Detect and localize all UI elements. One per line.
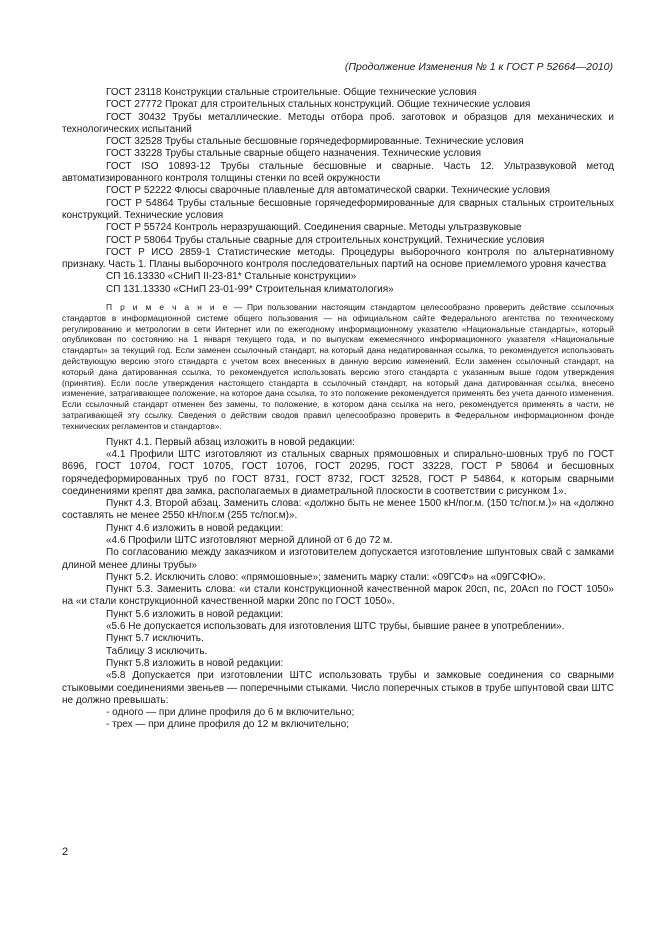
note-label: П р и м е ч а н и е [106,302,229,313]
amendment-paragraph: Таблицу 3 исключить. [106,645,208,657]
list-item: - трех — при длине профиля до 12 м включительно; [106,719,350,731]
amendment-paragraph: Пункт 4.3. Второй абзац. Заменить слова: «должно быть не менее 1500 кН/пог.м. (150 тс/пог.м.)» на «должно составлять не менее 2550 кН/пог.м (255 тс/пог.м)». [62,498,614,522]
reference-item: ГОСТ 33228 Трубы стальные сварные общего назначения. Технические условия [106,148,482,160]
reference-item: ГОСТ 23118 Конструкции стальные строительные. Общие технические условия [106,87,477,98]
amendment-paragraph: «5.6 Не допускается использовать для изготовления ШТС трубы, бывшие ранее в употреблении». [106,621,565,633]
page-number: 2 [62,846,69,858]
reference-item: ГОСТ Р 55724 Контроль неразрушающий. Соединения сварные. Методы ультразвуковые [106,222,522,234]
amendment-paragraph: Пункт 5.2. Исключить слово: «прямошовные»; заменить марку стали: «09ГСФ» на «09ГСФЮ». [106,571,546,583]
amendment-paragraph: «4.1 Профили ШТС изготовляют из стальных сварных прямошовных и спирально-шовных труб по ГОСТ 8696, ГОСТ 10704, ГОСТ 10705, ГОСТ 10706, ГОСТ 20295, ГОСТ 33228, ГОСТ Р 58064 и бесшовных горячедеформированных труб по ГОСТ 8731, ГОСТ 8732, ГОСТ 32528, ГОСТ Р 54864, к которым сварными соединениями крепят два замка, располагаемых в диаметральной плоскости в соответствии с рисунком 1». [62,448,614,497]
reference-item: ГОСТ Р 54864 Трубы стальные бесшовные горячедеформированные для сварных стальных строительных конструкций. Технические условия [62,197,614,221]
reference-item: ГОСТ Р ИСО 2859-1 Статистические методы. Процедуры выборочного контроля по альтернативному признаку. Часть 1. Планы выборочного контроля последовательных партий на основе приемлемого уровня качества [62,246,614,271]
amendment-paragraph: Пункт 5.6 изложить в новой редакции: [106,608,284,620]
note-block [62,302,614,432]
amendment-paragraph: «4.6 Профили ШТС изготовляют мерной длиной от 6 до 72 м. [106,534,393,546]
reference-item: ГОСТ 27772 Прокат для строительных стальных конструкций. Общие технические условия [106,99,531,111]
reference-item: ГОСТ 32528 Трубы стальные бесшовные горячедеформированные. Технические условия [106,136,524,148]
document-body [62,87,614,732]
reference-item: ГОСТ Р 58064 Трубы стальные сварные для строительных конструкций. Технические условия [106,234,545,246]
amendment-paragraph: Пункт 5.8 изложить в новой редакции: [106,657,284,669]
reference-item: ГОСТ ISO 10893-12 Трубы стальные бесшовные и сварные. Часть 12. Ультразвуковой метод автоматизированного контроля толщины стенки по всей окружности [62,160,614,185]
reference-item: СП 131.13330 «СНиП 23-01-99* Строительная климатология» [106,283,394,295]
amendment-paragraph: Пункт 4.1. Первый абзац изложить в новой редакции: [106,436,355,448]
reference-item: ГОСТ Р 52222 Флюсы сварочные плавленые для автоматической сварки. Технические условия [106,185,551,197]
reference-item: СП 16.13330 «СНиП II-23-81* Стальные конструкции» [106,271,357,283]
note-text: — При пользовании настоящим стандартом целесообразно проверить действие ссылочных стандартов в информационной системе общего пользования — на официальном сайте Федерального агентства по техническому регулированию и метрологии в сети Интернет или по ежегодному информационному указателю «Национальные стандарты», который опубликован по состоянию на 1 января текущего года, и по выпускам ежемесячного информационного указателя «Национальные стандарты» за текущий год. Если заменен ссылочный стандарт, на который дана недатированная ссылка, то рекомендуется использовать действующую версию этого стандарта с учетом всех внесенных в данную версию изменений. Если заменен ссылочный стандарт, на который дана датированная ссылка, то рекомендуется использовать версию этого стандарта с указанным выше годом утверждения (принятия). Если после утверждения настоящего стандарта в ссылочный стандарт, на который дана датированная ссылка, внесено изменение, затрагивающее положение, на которое дана ссылка, то это положение рекомендуется применять без учета данного изменения. Если ссылочный стандарт отменен без замены, то положение, в котором дана ссылка на него, рекомендуется применять в части, не затрагивающей эту ссылку. Сведения о действии сводов правил целесообразно проверить в Федеральном информационном фонде технических регламентов и стандартов». [62,302,614,431]
list-item: - одного — при длине профиля до 6 м включительно; [106,707,355,719]
amendment-paragraph: Пункт 5.3. Заменить слова: «и стали конструкционной качественной марок 20сп, пс, 20Асп по ГОСТ 1050» на «и стали конструкционной качественной марки 20пс по ГОСТ 1050». [62,584,614,608]
amendment-paragraph: Пункт 5.7 исключить. [106,633,204,645]
reference-item: ГОСТ 30432 Трубы металлические. Методы отбора проб. заготовок и образцов для механических и технологических испытаний [62,111,614,135]
amendment-paragraph: «5.8 Допускается при изготовлении ШТС использовать трубы и замковые соединения со сварными стыковыми соединениями звеньев — поперечными стыками. Число поперечных стыков в трубе шпунтовой сваи ШТС не должно превышать: [62,670,614,706]
page-header: (Продолжение Изменения № 1 к ГОСТ Р 52664—2010) [344,61,613,73]
amendment-paragraph: Пункт 4.6 изложить в новой редакции: [106,522,284,534]
amendment-paragraph: По согласованию между заказчиком и изготовителем допускается изготовление шпунтовых свай с замками длиной менее длины трубы» [62,547,614,571]
